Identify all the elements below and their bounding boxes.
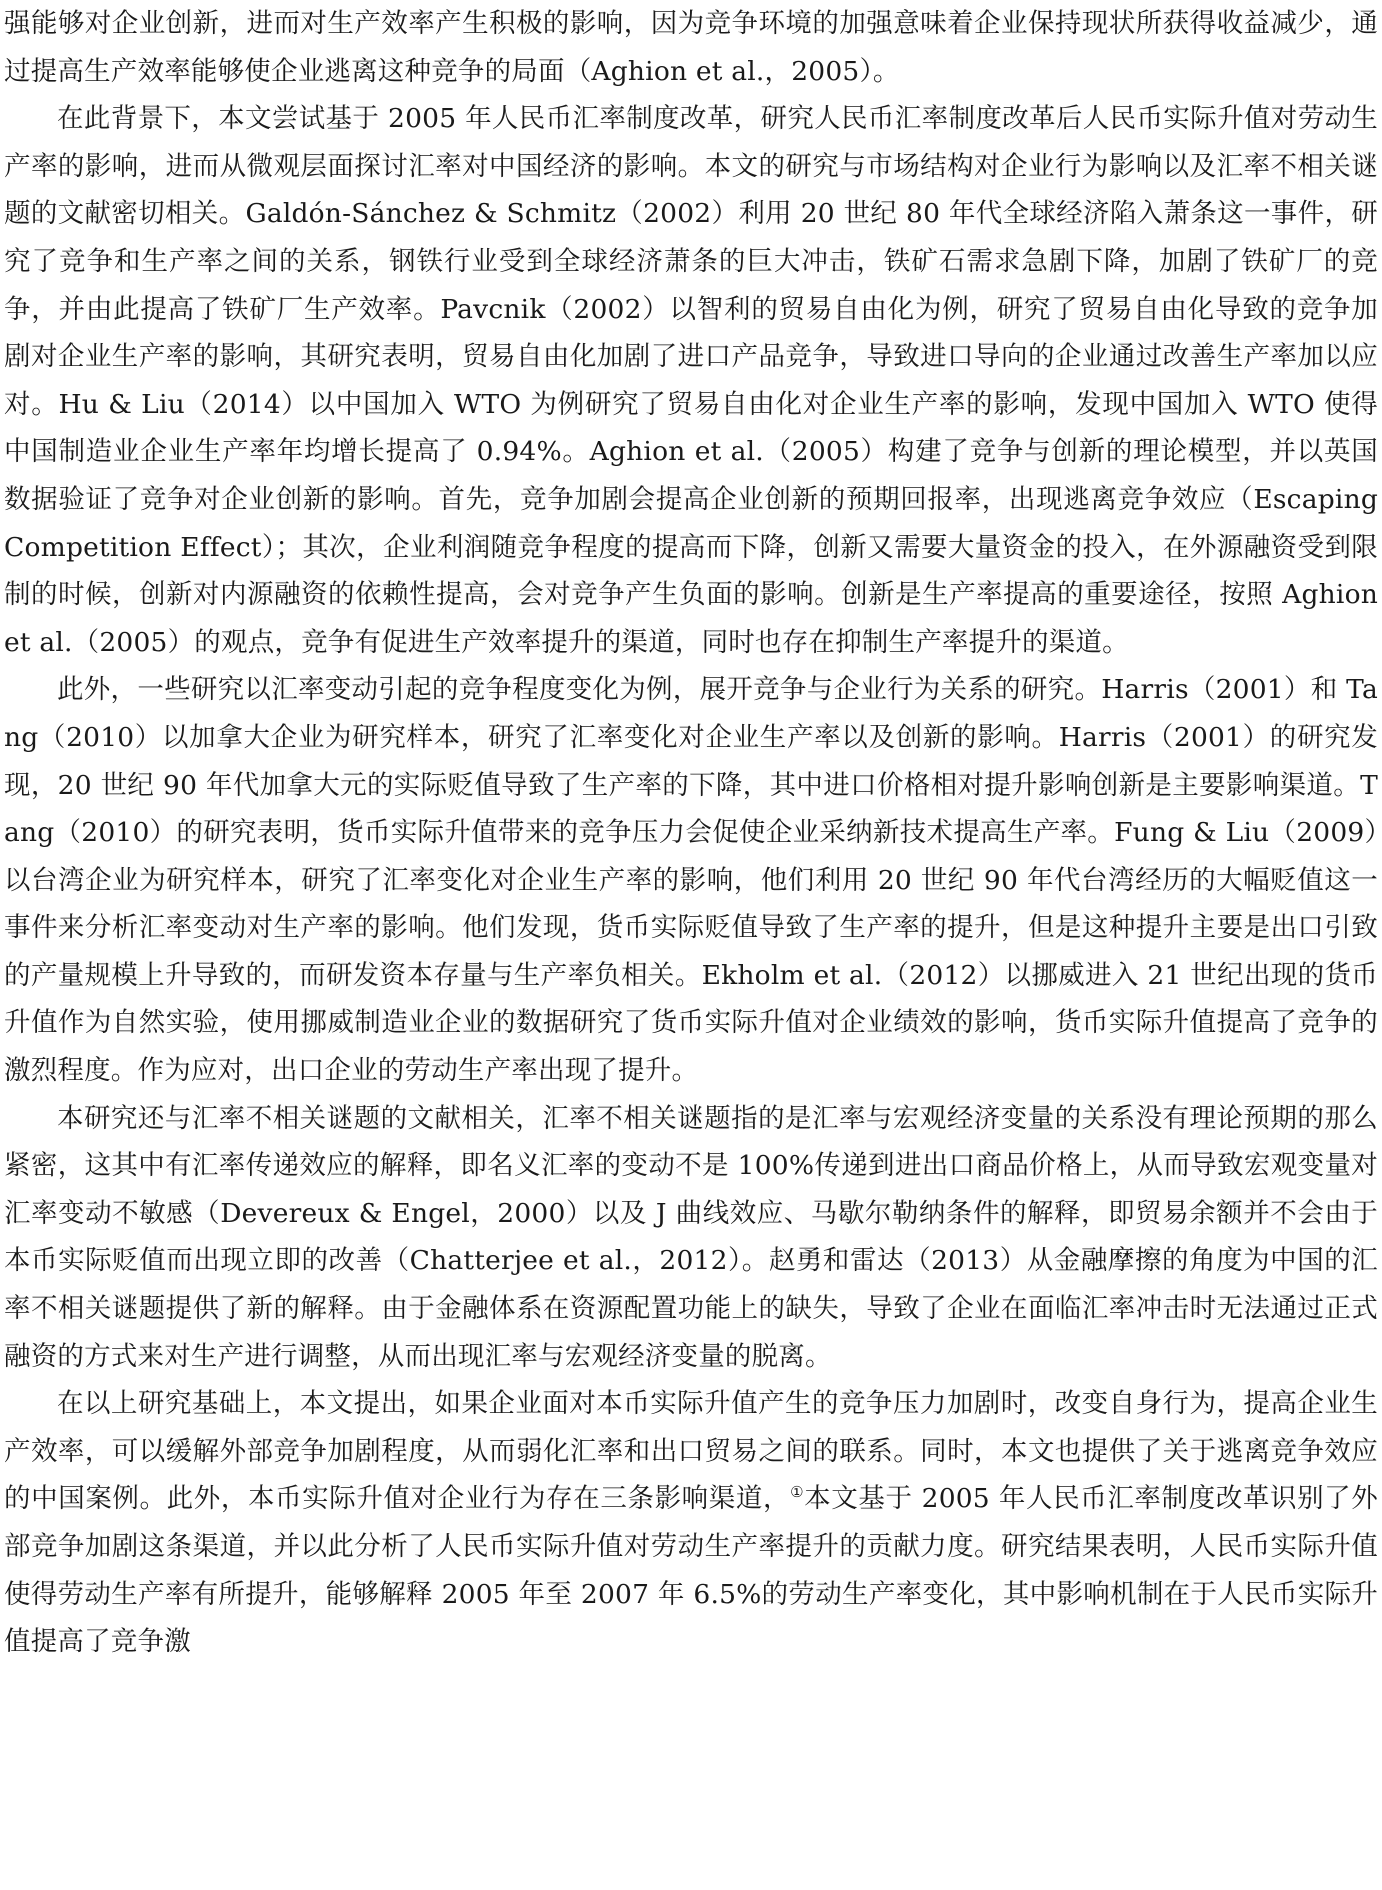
contribution-text-part-2: 本文基于 2005 年人民币汇率制度改革识别了外部竞争加剧这条渠道，并以此分析了人民币实际升值对劳动生产率提升的贡献力度。研究结果表明，人民币实际升值使得劳动生产率有所提升，能够解释 2005 年至 2007 年 6.5%的劳动生产率变化，其中影响机制在于人民币实际升值提高了竞争激: [4, 1483, 1378, 1658]
footnote-marker: ①: [790, 1483, 805, 1502]
paragraph-contribution: [4, 1380, 1378, 1666]
paper-body-text: [4, 0, 1378, 1666]
paragraph-exchange-rate-competition: 此外，一些研究以汇率变动引起的竞争程度变化为例，展开竞争与企业行为关系的研究。Harris（2001）和 Tang（2010）以加拿大企业为研究样本，研究了汇率变化对企业生产率以及创新的影响。Harris（2001）的研究发现，20 世纪 90 年代加拿大元的实际贬值导致了生产率的下降，其中进口价格相对提升影响创新是主要影响渠道。Tang（2010）的研究表明，货币实际升值带来的竞争压力会促使企业采纳新技术提高生产率。Fung & Liu（2009）以台湾企业为研究样本，研究了汇率变化对企业生产率的影响，他们利用 20 世纪 90 年代台湾经历的大幅贬值这一事件来分析汇率变动对生产率的影响。他们发现，货币实际贬值导致了生产率的提升，但是这种提升主要是出口引致的产量规模上升导致的，而研发资本存量与生产率负相关。Ekholm et al.（2012）以挪威进入 21 世纪出现的货币升值作为自然实验，使用挪威制造业企业的数据研究了货币实际升值对企业绩效的影响，货币实际升值提高了竞争的激烈程度。作为应对，出口企业的劳动生产率出现了提升。: [4, 674, 1378, 1087]
paragraph-exchange-rate-disconnect: 本研究还与汇率不相关谜题的文献相关，汇率不相关谜题指的是汇率与宏观经济变量的关系没有理论预期的那么紧密，这其中有汇率传递效应的解释，即名义汇率的变动不是 100%传递到进出口商品价格上，从而导致宏观变量对汇率变动不敏感（Devereux & Engel，2000）以及 J 曲线效应、马歇尔勒纳条件的解释，即贸易余额并不会由于本币实际贬值而出现立即的改善（Chatterjee et al.，2012）。赵勇和雷达（2013）从金融摩擦的角度为中国的汇率不相关谜题提供了新的解释。由于金融体系在资源配置功能上的缺失，导致了企业在面临汇率冲击时无法通过正式融资的方式来对生产进行调整，从而出现汇率与宏观经济变量的脱离。: [4, 1102, 1378, 1372]
paragraph-background-literature: 在此背景下，本文尝试基于 2005 年人民币汇率制度改革，研究人民币汇率制度改革后人民币实际升值对劳动生产率的影响，进而从微观层面探讨汇率对中国经济的影响。本文的研究与市场结构对企业行为影响以及汇率不相关谜题的文献密切相关。Galdón-Sánchez & Schmitz（2002）利用 20 世纪 80 年代全球经济陷入萧条这一事件，研究了竞争和生产率之间的关系，钢铁行业受到全球经济萧条的巨大冲击，铁矿石需求急剧下降，加剧了铁矿厂的竞争，并由此提高了铁矿厂生产效率。Pavcnik（2002）以智利的贸易自由化为例，研究了贸易自由化导致的竞争加剧对企业生产率的影响，其研究表明，贸易自由化加剧了进口产品竞争，导致进口导向的企业通过改善生产率加以应对。Hu & Liu（2014）以中国加入 WTO 为例研究了贸易自由化对企业生产率的影响，发现中国加入 WTO 使得中国制造业企业生产率年均增长提高了 0.94%。Aghion et al.（2005）构建了竞争与创新的理论模型，并以英国数据验证了竞争对企业创新的影响。首先，竞争加剧会提高企业创新的预期回报率，出现逃离竞争效应（Escaping Competition Effect）；其次，企业利润随竞争程度的提高而下降，创新又需要大量资金的投入，在外源融资受到限制的时候，创新对内源融资的依赖性提高，会对竞争产生负面的影响。创新是生产率提高的重要途径，按照 Aghion et al.（2005）的观点，竞争有促进生产效率提升的渠道，同时也存在抑制生产率提升的渠道。: [4, 103, 1378, 658]
contribution-text-part-1: 在以上研究基础上，本文提出，如果企业面对本币实际升值产生的竞争压力加剧时，改变自身行为，提高企业生产效率，可以缓解外部竞争加剧程度，从而弱化汇率和出口贸易之间的联系。同时，本文也提供了关于逃离竞争效应的中国案例。此外，本币实际升值对企业行为存在三条影响渠道，: [4, 1388, 1378, 1515]
paragraph-aghion-continuation: 强能够对企业创新，进而对生产效率产生积极的影响，因为竞争环境的加强意味着企业保持现状所获得收益减少，通过提高生产效率能够使企业逃离这种竞争的局面（Aghion et al.，2005）。: [4, 8, 1378, 87]
